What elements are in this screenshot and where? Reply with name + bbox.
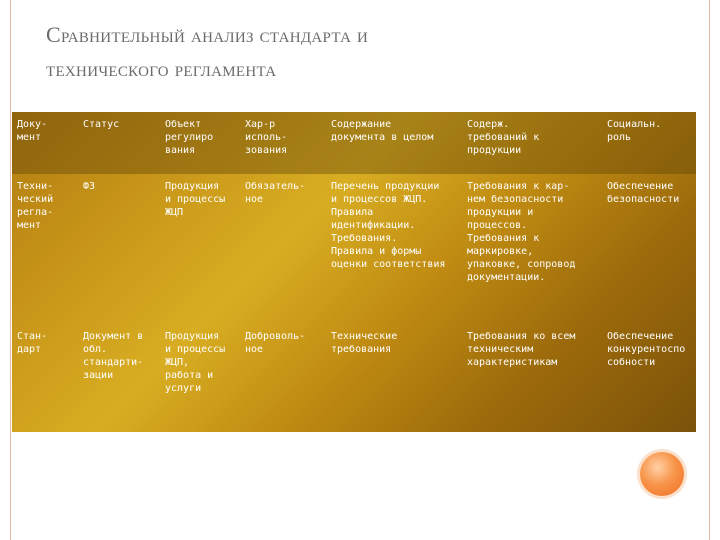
table-cell: Стан- дарт xyxy=(17,330,48,355)
comparison-table-container xyxy=(12,112,696,432)
table-row-standard xyxy=(12,324,696,432)
table-cell: Обеспечение безопасности xyxy=(607,181,680,205)
table-cell: Технические требования xyxy=(331,330,398,355)
table-cell: Документ в обл. стандарти- зации xyxy=(83,330,144,381)
header-social-role: Социальн. роль xyxy=(607,119,662,143)
header-content: Содержание документа в целом xyxy=(331,119,434,143)
table-cell: Перечень продукции и процессов ЖЦП. Правила идентификации. Требования. Правила и формы оценки соответствия xyxy=(331,181,446,270)
table-cell: Доброволь- ное xyxy=(245,330,306,355)
slide-title xyxy=(46,18,686,86)
table-cell: Продукция и процессы ЖЦП xyxy=(165,181,226,218)
table-cell: ФЗ xyxy=(83,181,96,192)
table-header-row xyxy=(12,112,696,174)
header-document: Доку- мент xyxy=(17,119,48,143)
table-cell: Обязатель- ное xyxy=(245,181,306,205)
table-cell: Продукция и процессы ЖЦП, работа и услуги xyxy=(165,330,226,394)
table-cell: Требования ко всем техническим характеристикам xyxy=(467,330,576,368)
table-cell: Требования к кар- нем безопасности продукции и процессов. Требования к маркировке, упаковке, сопровод документации. xyxy=(467,181,576,283)
table-row-technical-regulation xyxy=(12,174,696,324)
title-line-2: технического регламента xyxy=(46,56,277,81)
table-cell: Обеспечение конкурентоспо собности xyxy=(607,330,686,368)
header-requirements: Содерж. требований к продукции xyxy=(467,119,540,156)
title-line-1: Сравнительный анализ стандарта и xyxy=(46,22,369,47)
decorative-orange-circle xyxy=(640,452,684,496)
header-status: Статус xyxy=(83,119,120,130)
comparison-table xyxy=(12,112,696,432)
header-object: Объект регулиро вания xyxy=(165,119,214,156)
table-cell: Техни- ческий регла- мент xyxy=(17,181,54,231)
header-usage-type: Хар-р исполь- зования xyxy=(245,119,288,156)
